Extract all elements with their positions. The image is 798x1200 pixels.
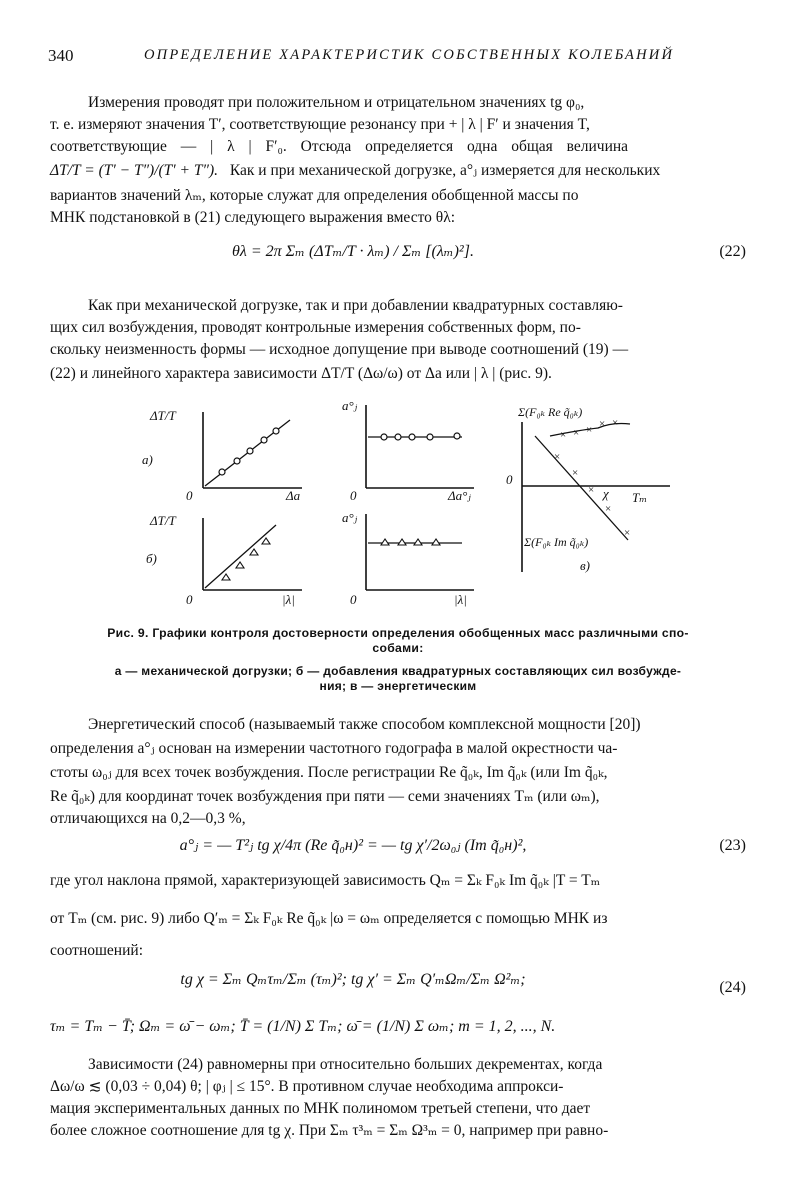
figure-legend [50, 664, 746, 694]
data-point [414, 539, 422, 545]
im-fit-line [535, 436, 631, 540]
para5-line4: более сложное соотношение для tg χ. При Σₘ τ³ₘ = Σₘ Ω³ₘ = 0, например при равно- [50, 1122, 609, 1139]
cross-mark: × [612, 417, 619, 429]
data-point [395, 434, 401, 440]
panel-aj-top [342, 400, 474, 503]
cross-mark: × [554, 451, 561, 463]
data-point [261, 437, 267, 443]
data-point [262, 538, 270, 544]
data-point [432, 539, 440, 545]
cross-mark: × [586, 424, 593, 436]
running-title: ОПРЕДЕЛЕНИЕ ХАРАКТЕРИСТИК СОБСТВЕННЫХ КОЛЕБАНИЙ [144, 47, 675, 63]
data-point [381, 434, 387, 440]
origin-label: 0 [186, 488, 193, 503]
cross-mark: × [573, 427, 580, 439]
legend-line1: а — механической догрузки; б — добавления квадратурных составляющих сил возбужде- [114, 664, 682, 678]
panel-b-bottom [146, 513, 302, 607]
cross-mark: × [605, 503, 612, 515]
running-header [48, 46, 748, 72]
equation-22-number: (22) [719, 243, 746, 260]
data-point [219, 469, 225, 475]
cross-mark: × [588, 484, 595, 496]
para2-line2: щих сил возбуждения, проводят контрольные измерения собственных форм, по- [50, 319, 581, 336]
para2-line4: (22) и линейного характера зависимости ΔT/T (Δω/ω) от Δa или | λ | (рис. 9). [50, 365, 552, 382]
axis-label-delta-aj: Δa°ⱼ [448, 488, 471, 503]
axis-label-aj-1: a°ⱼ [342, 400, 358, 413]
data-point [427, 434, 433, 440]
panel-b-label: б) [146, 551, 157, 566]
data-point [398, 539, 406, 545]
para4-line2: от Tₘ (см. рис. 9) либо Q′ₘ = Σₖ F₀ₖ Re q̃₀ₖ |ω = ωₘ определяется с помощью МНК из [50, 910, 608, 927]
page-number: 340 [48, 46, 74, 65]
figure-9 [140, 400, 700, 612]
para1-line6: МНК подстановкой в (21) следующего выражения вместо θλ: [50, 209, 456, 226]
axis-label-abs-lambda: |λ| [282, 592, 295, 607]
axis-label-abs-lambda: |λ| [454, 592, 467, 607]
panel-a-top [142, 408, 302, 503]
chi-label: χ [603, 486, 609, 501]
axis-label-aj-2: a°ⱼ [342, 510, 358, 525]
para3-line1: Энергетический способ (называемый также способом комплексной мощности [20]) [88, 716, 641, 733]
para2-line1: Как при механической догрузке, так и при добавлении квадратурных составляю- [88, 297, 623, 314]
para2-line3: скольку неизменность формы — исходное допущение при выводе соотношений (19) — [50, 341, 629, 358]
re-label: Σ(F₀ₖ Re q̃₀ₖ) [518, 405, 583, 419]
data-point [454, 433, 460, 439]
para1-line1: Измерения проводят при положительном и отрицательном значениях tg φ₀, [88, 94, 585, 111]
para1-line2: т. е. измеряют значения T′, соответствующие резонансу при + | λ | F′ и значения T, [50, 116, 590, 133]
im-label: Σ(F₀ₖ Im q̃₀ₖ) [524, 535, 589, 549]
data-point [409, 434, 415, 440]
panel-v-energy [506, 405, 670, 573]
data-point [381, 539, 389, 545]
data-point [236, 562, 244, 568]
origin-label: 0 [350, 592, 357, 607]
data-point [234, 458, 240, 464]
axis-label-delta-a: Δa [286, 488, 301, 503]
para5-line1: Зависимости (24) равномерны при относительно больших декрементах, когда [88, 1056, 603, 1073]
dt-ratio-formula: ΔT/T = (T′ − T″)/(T′ + T″). [50, 162, 218, 179]
data-point [250, 549, 258, 555]
equation-22-body: θλ = 2π Σₘ (ΔTₘ/T · λₘ) / Σₘ [(λₘ)²]. [232, 243, 474, 260]
equation-23-body: a°ⱼ = — T²ⱼ tg χ/4π (Re q̃₀н)² = — tg χ′/2ω₀ⱼ (Im q̃₀н)², [179, 837, 527, 854]
para1-line3: соответствующие — | λ | F′₀. Отсюда определяется одна общая величина [50, 138, 629, 155]
equation-24-number: (24) [719, 979, 746, 996]
legend-line2: ния; в — энергетическим [319, 679, 477, 693]
para4-line3: соотношений: [50, 942, 143, 959]
panel-a-label: а) [142, 452, 153, 467]
para5-line3: мация экспериментальных данных по МНК полиномом третьей степени, что дает [50, 1100, 591, 1117]
para3-line4: Re q̃₀ₖ) для координат точек возбуждения при пяти — семи значениях Tₘ (или ωₘ), [50, 788, 600, 805]
data-point [247, 448, 253, 454]
origin-label: 0 [186, 592, 193, 607]
para1-line5: вариантов значений λₘ, которые служат для определения обобщенной массы по [50, 187, 579, 204]
cross-mark: × [599, 418, 606, 430]
caption-line2: собами: [372, 641, 424, 655]
origin-label: 0 [506, 472, 513, 487]
cross-mark: × [572, 467, 579, 479]
caption-line1: Рис. 9. Графики контроля достоверности определения обобщенных масс различными спо- [107, 626, 689, 640]
para4-line1: где угол наклона прямой, характеризующей зависимость Qₘ = Σₖ F₀ₖ Im q̃₀ₖ |T = Tₘ [50, 872, 601, 889]
para5-line2: Δω/ω ≲ (0,03 ÷ 0,04) θ; | φⱼ | ≤ 15°. В противном случае необходима аппрокси- [50, 1078, 564, 1095]
para3-line2: определения a°ⱼ основан на измерении частотного годографа в малой окрестности ча- [50, 740, 618, 757]
panel-aj-bottom [342, 510, 474, 607]
axis-label-dt-over-t-2: ΔT/T [150, 513, 176, 528]
para3-line3: стоты ω₀ⱼ для всех точек возбуждения. После регистрации Re q̃₀ₖ, Im q̃₀ₖ (или Im q̃₀ₖ, [50, 764, 608, 781]
data-point [273, 428, 279, 434]
fit-line [205, 525, 276, 588]
equation-23-number: (23) [719, 837, 746, 854]
para1-line4 [50, 160, 746, 182]
figure-caption [50, 626, 746, 656]
data-point [222, 574, 230, 580]
panel-v-label: в) [580, 558, 590, 573]
equation-24-definitions: τₘ = Tₘ − T̄; Ωₘ = ω̄ − ωₘ; T̄ = (1/N) Σ Tₘ; ω̄ = (1/N) Σ ωₘ; m = 1, 2, ..., N. [50, 1018, 556, 1035]
axis-label-dt-over-t-1: ΔT/T [150, 408, 176, 423]
cross-mark: × [560, 429, 567, 441]
tau-m-label: Tₘ [632, 490, 648, 505]
para3-line5: отличающихся на 0,2—0,3 %, [50, 810, 246, 827]
para1-line4-text: Как и при механической догрузке, a°ⱼ измеряется для нескольких [229, 162, 661, 179]
equation-24-body: tg χ = Σₘ Qₘτₘ/Σₘ (τₘ)²; tg χ′ = Σₘ Q′ₘΩₘ/Σₘ Ω²ₘ; [180, 971, 526, 988]
cross-mark: × [624, 527, 631, 539]
origin-label: 0 [350, 488, 357, 503]
